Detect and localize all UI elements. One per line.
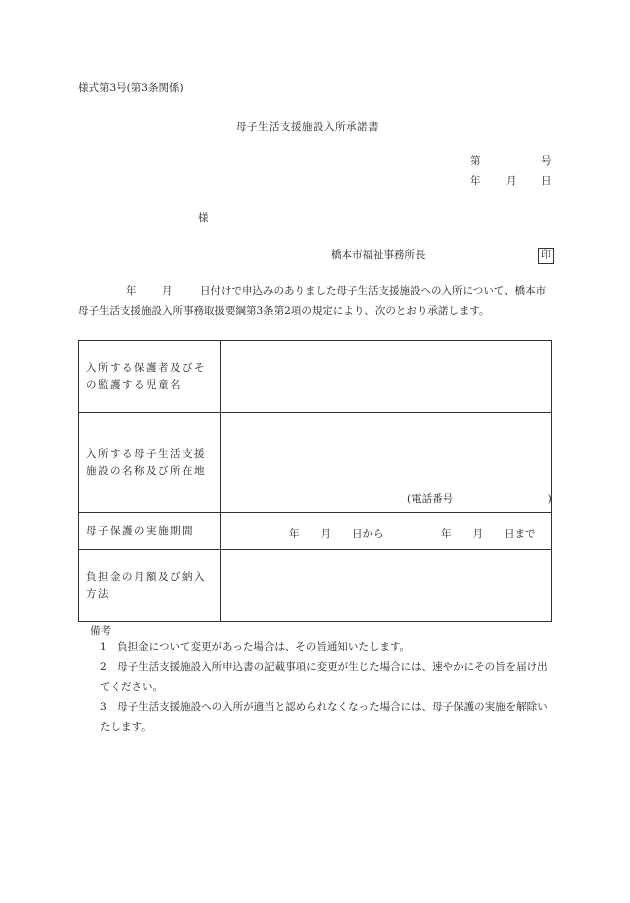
guardian-children-value — [221, 341, 552, 413]
table-row — [79, 413, 552, 513]
date-month: 月 — [506, 175, 517, 187]
date-day: 日 — [541, 175, 552, 187]
phone-number-field: (電話番号 ) — [407, 493, 552, 505]
document-title: 母子生活支援施設入所承諾書 — [236, 121, 379, 133]
notes-heading: 備考 — [90, 625, 111, 637]
table-row — [79, 341, 552, 413]
date-year: 年 — [470, 175, 481, 187]
addressee-suffix: 様 — [198, 212, 209, 224]
body-date-month: 月 — [162, 285, 173, 297]
consent-table — [78, 340, 552, 622]
table-row — [79, 513, 552, 550]
note-item-3: 3 母子生活支援施設への入所が適当と認められなくなった場合には、母子保護の実施を解除いたします。 — [100, 701, 548, 733]
note-item-1: 1 負担金について変更があった場合は、その旨通知いたします。 — [100, 641, 411, 653]
note-item-2: 2 母子生活支援施設入所申込書の記載事項に変更が生じた場合には、速やかにその旨を届け出てください。 — [100, 661, 548, 693]
period-label: 母子保護の実施期間 — [79, 513, 221, 550]
period-end: 年 月 日まで — [441, 528, 536, 540]
period-value — [221, 513, 552, 550]
doc-number-suffix: 号 — [541, 155, 552, 167]
doc-number-prefix: 第 — [470, 155, 481, 167]
seal-mark: 印 — [538, 248, 554, 264]
payment-value — [221, 550, 552, 622]
body-text: 日付けで申込みのありました母子生活支援施設への入所について、橋本市母子生活支援施設入所事務取扱要綱第3条第2項の規定により、次のとおり承諾します。 — [78, 285, 547, 317]
payment-label: 負担金の月額及び納入方法 — [79, 550, 221, 622]
guardian-children-label: 入所する保護者及びその監護する児童名 — [79, 341, 221, 413]
table-row — [79, 550, 552, 622]
body-date-year: 年 — [126, 285, 137, 297]
issuer-name: 橋本市福祉事務所長 — [331, 249, 426, 261]
form-reference: 様式第3号(第3条関係) — [78, 82, 184, 94]
period-start: 年 月 日から — [289, 528, 384, 540]
facility-label: 入所する母子生活支援施設の名称及び所在地 — [79, 413, 221, 513]
facility-value — [221, 413, 552, 513]
